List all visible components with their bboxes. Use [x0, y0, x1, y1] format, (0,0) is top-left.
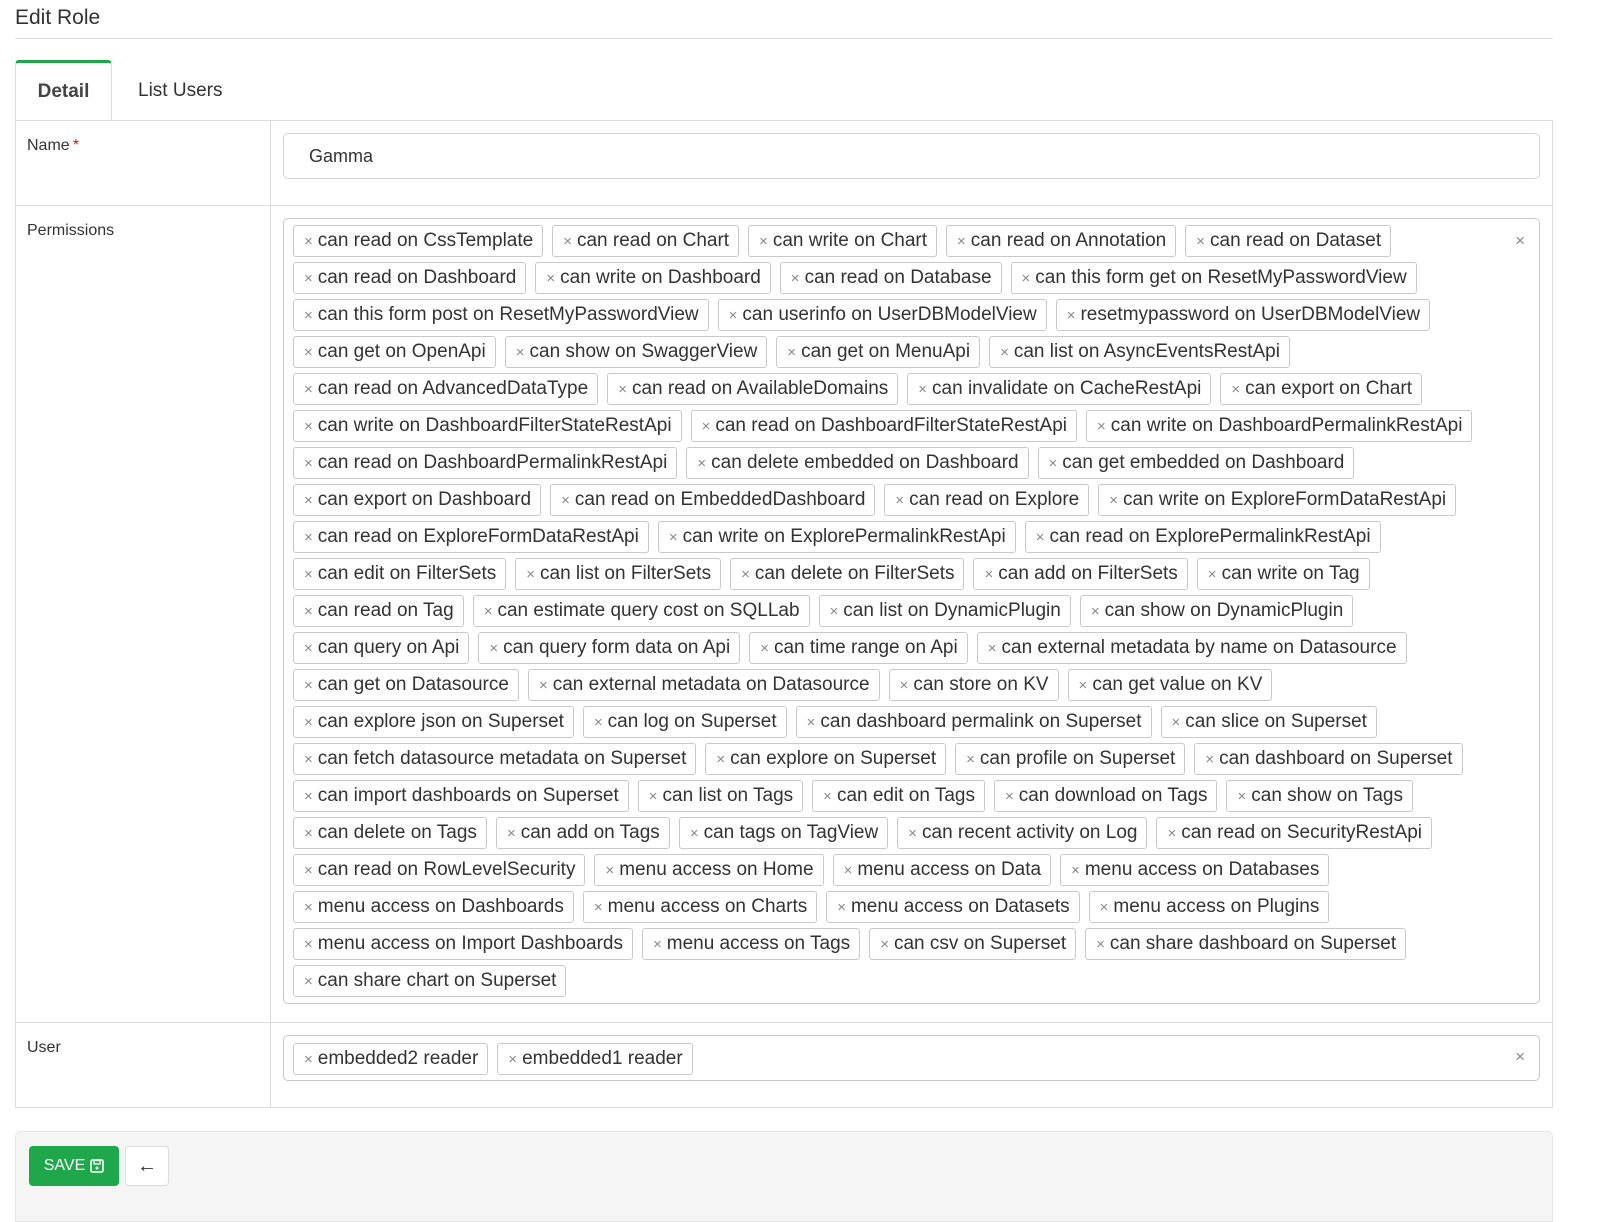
permission-chip: [528, 669, 880, 701]
permission-chip-label: can show on SwaggerView: [529, 341, 758, 362]
remove-chip-icon[interactable]: ×: [1066, 306, 1076, 324]
name-row: [16, 121, 1552, 206]
remove-chip-icon[interactable]: ×: [304, 306, 313, 324]
remove-chip-icon[interactable]: ×: [304, 565, 313, 583]
permission-chip: [552, 225, 739, 257]
remove-chip-icon[interactable]: ×: [701, 417, 711, 435]
remove-chip-icon[interactable]: ×: [304, 898, 313, 916]
permission-chip-label: can read on Dashboard: [317, 267, 517, 288]
permission-chip: [638, 780, 803, 812]
permission-chip-label: menu access on Data: [857, 859, 1042, 880]
permission-chip-label: can edit on Tags: [836, 785, 975, 806]
permission-chip-label: resetmypassword on UserDBModelView: [1080, 304, 1421, 325]
permission-chip: [1038, 447, 1355, 479]
permission-chip-label: can explore on Superset: [730, 748, 937, 769]
permission-chip: [1226, 780, 1413, 812]
permission-chip-label: can share chart on Superset: [317, 970, 557, 991]
permission-chip: [293, 336, 496, 368]
permission-chip-label: can write on DashboardPermalinkRestApi: [1110, 415, 1463, 436]
remove-chip-icon[interactable]: ×: [760, 639, 769, 657]
permission-chip: [515, 558, 721, 590]
permission-chip: [796, 706, 1152, 738]
permission-chip-label: can explore json on Superset: [317, 711, 564, 732]
remove-chip-icon[interactable]: ×: [618, 380, 627, 398]
permission-chip-label: can time range on Api: [773, 637, 958, 658]
permission-chip: [1185, 225, 1391, 257]
remove-chip-icon[interactable]: ×: [304, 269, 313, 287]
permission-chip-label: can read on ExplorePermalinkRestApi: [1049, 526, 1371, 547]
remove-chip-icon[interactable]: ×: [605, 861, 615, 879]
remove-chip-icon[interactable]: ×: [1071, 861, 1080, 879]
tab-list-users[interactable]: List Users: [138, 79, 223, 101]
permission-chip-label: menu access on Charts: [607, 896, 808, 917]
remove-chip-icon[interactable]: ×: [806, 713, 816, 731]
permission-chip: [293, 447, 677, 479]
permission-chip-label: can export on Dashboard: [317, 489, 532, 510]
permission-chip-label: can add on Tags: [520, 822, 660, 843]
permission-chip: [1197, 558, 1370, 590]
remove-chip-icon[interactable]: ×: [515, 343, 525, 361]
floppy-disk-icon: [90, 1159, 104, 1173]
permission-chip-label: can write on Chart: [772, 230, 928, 251]
permission-chip: [1060, 854, 1329, 886]
remove-chip-icon[interactable]: ×: [689, 824, 699, 842]
remove-chip-icon[interactable]: ×: [304, 972, 313, 990]
permission-chip: [293, 706, 574, 738]
remove-chip-icon[interactable]: ×: [546, 269, 556, 287]
remove-chip-icon[interactable]: ×: [489, 639, 499, 657]
permission-chip: [550, 484, 875, 516]
remove-chip-icon[interactable]: ×: [648, 787, 658, 805]
remove-chip-icon[interactable]: ×: [697, 454, 707, 472]
remove-chip-icon[interactable]: ×: [716, 750, 726, 768]
remove-chip-icon[interactable]: ×: [837, 898, 846, 916]
save-label: SAVE: [43, 1157, 86, 1174]
page-title: Edit Role: [15, 6, 101, 29]
required-asterisk: *: [72, 137, 79, 154]
permission-chip: [293, 817, 487, 849]
permission-chip-label: menu access on Home: [619, 859, 814, 880]
permission-chip-label: can export on Chart: [1245, 378, 1413, 399]
permission-chip-label: can read on DashboardFilterStateRestApi: [715, 415, 1068, 436]
remove-chip-icon[interactable]: ×: [829, 602, 839, 620]
permission-chip-label: menu access on Databases: [1084, 859, 1320, 880]
permission-chip-label: can estimate query cost on SQLLab: [497, 600, 800, 621]
permission-chip: [1080, 595, 1353, 627]
remove-chip-icon[interactable]: ×: [1171, 713, 1181, 731]
permissions-select[interactable]: [283, 218, 1540, 1004]
remove-chip-icon[interactable]: ×: [899, 676, 909, 694]
permission-chip: [293, 521, 649, 553]
permission-chip-label: can query on Api: [317, 637, 460, 658]
permission-chip-label: can read on AdvancedDataType: [317, 378, 589, 399]
permission-chip-label: can tags on TagView: [703, 822, 879, 843]
permission-chip: [293, 632, 469, 664]
remove-chip-icon[interactable]: ×: [1090, 602, 1100, 620]
permission-chip: [1194, 743, 1462, 775]
permission-chip-label: can get on Datasource: [317, 674, 509, 695]
permission-chip-label: can dashboard permalink on Superset: [820, 711, 1142, 732]
permission-chip: [293, 299, 709, 331]
permission-chip-label: menu access on Tags: [666, 933, 851, 954]
remove-chip-icon[interactable]: ×: [304, 417, 313, 435]
permission-chip-label: menu access on Import Dashboards: [317, 933, 623, 954]
permission-chip: [955, 743, 1185, 775]
permission-chip: [583, 706, 787, 738]
permission-chip-label: menu access on Plugins: [1113, 896, 1320, 917]
permission-chip: [718, 299, 1047, 331]
permission-chip-label: menu access on Dashboards: [317, 896, 564, 917]
permission-chip: [826, 891, 1079, 923]
remove-chip-icon[interactable]: ×: [561, 491, 570, 509]
user-row: [16, 1023, 1552, 1107]
permission-chip-label: can read on Tag: [317, 600, 454, 621]
permission-chip: [293, 780, 629, 812]
remove-chip-icon[interactable]: ×: [508, 1050, 518, 1068]
remove-chip-icon[interactable]: ×: [304, 824, 313, 842]
user-chip: [497, 1043, 692, 1075]
permission-chip: [907, 373, 1211, 405]
permission-chip: [897, 817, 1147, 849]
remove-chip-icon[interactable]: ×: [506, 824, 516, 842]
remove-chip-icon[interactable]: ×: [304, 380, 313, 398]
name-label-text: Name: [27, 137, 70, 154]
remove-chip-icon[interactable]: ×: [908, 824, 917, 842]
user-chip-label: embedded1 reader: [522, 1048, 683, 1069]
permission-chip: [1089, 891, 1330, 923]
remove-chip-icon[interactable]: ×: [843, 861, 853, 879]
permission-chip-label: can show on Tags: [1251, 785, 1403, 806]
remove-chip-icon[interactable]: ×: [652, 935, 662, 953]
remove-chip-icon[interactable]: ×: [304, 491, 313, 509]
remove-chip-icon[interactable]: ×: [1048, 454, 1058, 472]
permission-chip-label: can get value on KV: [1092, 674, 1263, 695]
permission-chip: [1068, 669, 1273, 701]
remove-chip-icon[interactable]: ×: [483, 602, 493, 620]
permission-chip: [946, 225, 1176, 257]
permission-chip: [1086, 410, 1472, 442]
permission-chip-label: can write on DashboardFilterStateRestApi: [317, 415, 672, 436]
remove-chip-icon[interactable]: ×: [526, 565, 536, 583]
remove-chip-icon[interactable]: ×: [918, 380, 928, 398]
remove-chip-icon[interactable]: ×: [790, 269, 800, 287]
permission-chip: [293, 595, 464, 627]
permission-chip: [583, 891, 817, 923]
tab-bar: [15, 60, 244, 121]
permission-chip-label: can read on RowLevelSecurity: [317, 859, 576, 880]
permissions-label: Permissions: [16, 206, 271, 1022]
remove-chip-icon[interactable]: ×: [1167, 824, 1177, 842]
permission-chip: [505, 336, 768, 368]
permission-chip: [1011, 262, 1417, 294]
permission-chip: [293, 891, 574, 923]
permission-chip: [889, 669, 1059, 701]
permission-chip-label: can list on Tags: [662, 785, 794, 806]
permission-chip: [833, 854, 1052, 886]
remove-chip-icon[interactable]: ×: [1096, 935, 1105, 953]
remove-chip-icon[interactable]: ×: [880, 935, 889, 953]
remove-chip-icon[interactable]: ×: [668, 528, 678, 546]
permission-chip: [776, 336, 980, 368]
permission-chip-label: can show on DynamicPlugin: [1104, 600, 1344, 621]
user-chip-label: embedded2 reader: [317, 1048, 479, 1069]
permission-chip: [293, 262, 526, 294]
remove-chip-icon[interactable]: ×: [1097, 417, 1106, 435]
permission-chip: [642, 928, 860, 960]
remove-chip-icon[interactable]: ×: [593, 713, 603, 731]
permission-chip: [748, 225, 937, 257]
remove-chip-icon[interactable]: ×: [787, 343, 797, 361]
remove-chip-icon[interactable]: ×: [1078, 676, 1088, 694]
permission-chip: [1098, 484, 1456, 516]
permission-chip: [535, 262, 770, 294]
permission-chip: [749, 632, 968, 664]
permission-chip-label: can read on Dataset: [1210, 230, 1382, 251]
permission-chip-label: can read on AvailableDomains: [631, 378, 889, 399]
remove-chip-icon[interactable]: ×: [1207, 565, 1217, 583]
permission-chip-label: can csv on Superset: [893, 933, 1067, 954]
edit-role-form: [15, 120, 1553, 1108]
permission-chip-label: can write on Tag: [1221, 563, 1360, 584]
permission-chip: [293, 928, 633, 960]
permission-chip: [686, 447, 1028, 479]
permission-chip: [293, 743, 696, 775]
permissions-row: [16, 206, 1552, 1023]
permission-chip-label: can list on AsyncEventsRestApi: [1013, 341, 1280, 362]
title-divider: [15, 38, 1553, 39]
permission-chip-label: can userinfo on UserDBModelView: [742, 304, 1037, 325]
permission-chip: [293, 669, 519, 701]
permission-chip: [1056, 299, 1430, 331]
permission-chip: [812, 780, 985, 812]
remove-chip-icon[interactable]: ×: [304, 639, 313, 657]
permission-chip: [994, 780, 1218, 812]
remove-chip-icon[interactable]: ×: [984, 565, 994, 583]
permission-chip-label: can list on DynamicPlugin: [843, 600, 1061, 621]
permission-chip-label: can delete on FilterSets: [754, 563, 955, 584]
permission-chip: [496, 817, 670, 849]
permission-chip: [1156, 817, 1432, 849]
permission-chip: [293, 484, 541, 516]
permission-chip-label: can slice on Superset: [1185, 711, 1367, 732]
permission-chip-label: can read on Database: [804, 267, 992, 288]
remove-chip-icon[interactable]: ×: [1196, 232, 1205, 250]
permission-chip-label: can get embedded on Dashboard: [1062, 452, 1345, 473]
permission-chip: [989, 336, 1290, 368]
permission-chip: [293, 854, 585, 886]
permission-chip-label: can external metadata on Datasource: [552, 674, 870, 695]
permission-chip-label: can read on Chart: [576, 230, 730, 251]
permission-chip: [607, 373, 898, 405]
remove-chip-icon[interactable]: ×: [741, 565, 750, 583]
permission-chip-label: can read on Annotation: [970, 230, 1167, 251]
permission-chip: [594, 854, 823, 886]
permission-chip-label: can share dashboard on Superset: [1109, 933, 1397, 954]
permission-chip-label: can read on ExploreFormDataRestApi: [317, 526, 639, 547]
permission-chip-label: can this form post on ResetMyPasswordView: [317, 304, 699, 325]
permission-chip-label: can read on SecurityRestApi: [1181, 822, 1423, 843]
remove-chip-icon[interactable]: ×: [1109, 491, 1118, 509]
remove-chip-icon[interactable]: ×: [1205, 750, 1215, 768]
permission-chip-label: can dashboard on Superset: [1219, 748, 1453, 769]
name-input[interactable]: [283, 133, 1540, 179]
remove-chip-icon[interactable]: ×: [304, 232, 313, 250]
permission-chip-label: can query form data on Api: [503, 637, 731, 658]
permission-chip-label: can get on MenuApi: [801, 341, 971, 362]
clear-users-icon[interactable]: ×: [1515, 1047, 1525, 1066]
name-input-value: Gamma: [309, 145, 374, 166]
remove-chip-icon[interactable]: ×: [304, 1050, 313, 1068]
permission-chip-label: can get on OpenApi: [317, 341, 486, 362]
remove-chip-icon[interactable]: ×: [304, 343, 313, 361]
permission-chip: [730, 558, 964, 590]
permission-chip-label: can read on DashboardPermalinkRestApi: [317, 452, 668, 473]
permission-chip-label: can edit on FilterSets: [317, 563, 497, 584]
permission-chip-label: can profile on Superset: [979, 748, 1176, 769]
permission-chip-label: can list on FilterSets: [540, 563, 712, 584]
remove-chip-icon[interactable]: ×: [1237, 787, 1247, 805]
back-button[interactable]: [125, 1146, 169, 1186]
permission-chip: [780, 262, 1002, 294]
remove-chip-icon[interactable]: ×: [304, 528, 313, 546]
user-chip: [293, 1043, 488, 1075]
permission-chip-label: can write on ExploreFormDataRestApi: [1122, 489, 1447, 510]
permission-chip: [1085, 928, 1406, 960]
user-select[interactable]: [283, 1035, 1540, 1081]
form-actions-bar: [15, 1131, 1553, 1222]
permission-chip: [478, 632, 740, 664]
permission-chip-label: can write on Dashboard: [560, 267, 761, 288]
permission-chip-label: can download on Tags: [1018, 785, 1208, 806]
remove-chip-icon[interactable]: ×: [1231, 380, 1241, 398]
remove-chip-icon[interactable]: ×: [304, 750, 313, 768]
permission-chip: [1025, 521, 1381, 553]
permission-chip: [869, 928, 1076, 960]
permission-chip-label: can read on EmbeddedDashboard: [574, 489, 866, 510]
permission-chip-label: can invalidate on CacheRestApi: [932, 378, 1202, 399]
remove-chip-icon[interactable]: ×: [304, 676, 313, 694]
remove-chip-icon[interactable]: ×: [1099, 898, 1109, 916]
clear-permissions-icon[interactable]: ×: [1515, 231, 1525, 250]
permission-chip-label: can this form get on ResetMyPasswordView: [1035, 267, 1407, 288]
permission-chip: [977, 632, 1407, 664]
permissions-chip-list: [293, 225, 1499, 997]
permission-chip: [293, 373, 598, 405]
remove-chip-icon[interactable]: ×: [1035, 528, 1045, 546]
permission-chip-label: can delete embedded on Dashboard: [711, 452, 1019, 473]
permission-chip-label: can store on KV: [913, 674, 1049, 695]
user-label: User: [16, 1023, 271, 1107]
permission-chip: [973, 558, 1187, 590]
remove-chip-icon[interactable]: ×: [759, 232, 768, 250]
permission-chip: [473, 595, 810, 627]
permission-chip: [293, 225, 543, 257]
permission-chip: [1161, 706, 1377, 738]
arrow-left-icon: ←: [137, 1154, 157, 1177]
remove-chip-icon[interactable]: ×: [957, 232, 966, 250]
save-button[interactable]: [29, 1146, 119, 1186]
permission-chip: [1220, 373, 1422, 405]
permission-chip: [691, 410, 1077, 442]
remove-chip-icon[interactable]: ×: [728, 306, 738, 324]
name-label: [16, 121, 271, 205]
permission-chip-label: can delete on Tags: [317, 822, 477, 843]
remove-chip-icon[interactable]: ×: [304, 787, 313, 805]
permission-chip: [679, 817, 888, 849]
permission-chip-label: can external metadata by name on Datasource: [1001, 637, 1397, 658]
user-chip-list: [293, 1043, 1499, 1075]
remove-chip-icon[interactable]: ×: [304, 861, 313, 879]
permission-chip: [658, 521, 1016, 553]
remove-chip-icon[interactable]: ×: [538, 676, 548, 694]
remove-chip-icon[interactable]: ×: [823, 787, 832, 805]
permission-chip: [293, 410, 682, 442]
remove-chip-icon[interactable]: ×: [304, 454, 313, 472]
permission-chip-label: can write on ExplorePermalinkRestApi: [682, 526, 1006, 547]
permission-chip-label: can read on Explore: [909, 489, 1080, 510]
remove-chip-icon[interactable]: ×: [1021, 269, 1031, 287]
remove-chip-icon[interactable]: ×: [304, 713, 313, 731]
permission-chip-label: can fetch datasource metadata on Superset: [317, 748, 687, 769]
permission-chip-label: can log on Superset: [607, 711, 777, 732]
remove-chip-icon[interactable]: ×: [304, 935, 313, 953]
permission-chip-label: can import dashboards on Superset: [317, 785, 619, 806]
remove-chip-icon[interactable]: ×: [563, 232, 572, 250]
permission-chip: [293, 965, 566, 997]
remove-chip-icon[interactable]: ×: [593, 898, 603, 916]
remove-chip-icon[interactable]: ×: [1004, 787, 1014, 805]
permission-chip: [705, 743, 946, 775]
permission-chip-label: menu access on Datasets: [850, 896, 1070, 917]
tab-detail[interactable]: Detail: [15, 60, 112, 121]
remove-chip-icon[interactable]: ×: [1000, 343, 1009, 361]
permission-chip: [293, 558, 506, 590]
remove-chip-icon[interactable]: ×: [304, 602, 313, 620]
remove-chip-icon[interactable]: ×: [987, 639, 997, 657]
permission-chip-label: can add on FilterSets: [998, 563, 1178, 584]
permission-chip: [819, 595, 1071, 627]
remove-chip-icon[interactable]: ×: [966, 750, 975, 768]
permission-chip-label: can recent activity on Log: [922, 822, 1138, 843]
remove-chip-icon[interactable]: ×: [895, 491, 905, 509]
permission-chip-label: can read on CssTemplate: [317, 230, 534, 251]
permission-chip: [884, 484, 1089, 516]
